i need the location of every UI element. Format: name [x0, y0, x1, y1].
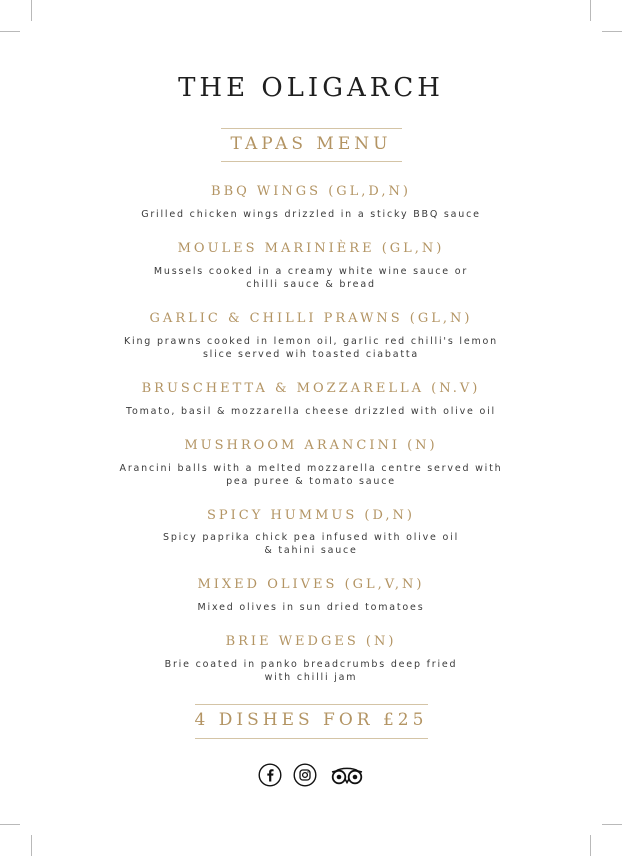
crop-mark — [590, 835, 591, 856]
dish-description: Mixed olives in sun dried tomatoes — [197, 602, 425, 613]
dish-description: Spicy paprika chick pea infused with olive oil — [162, 532, 460, 543]
dish-name: BRUSCHETTA & MOZZARELLA (N.V) — [141, 381, 481, 396]
dish-description: slice served wih toasted ciabatta — [202, 349, 420, 360]
facebook-icon[interactable] — [258, 763, 282, 787]
dish-description: & tahini sauce — [264, 545, 358, 556]
social-icons — [256, 763, 368, 789]
dish-description: Arancini balls with a melted mozzarella centre served with — [119, 463, 503, 474]
offer-top-rule — [195, 704, 428, 705]
dish-description: with chilli jam — [264, 672, 358, 683]
offer-bottom-rule — [195, 738, 428, 739]
dish-description: chilli sauce & bread — [246, 279, 376, 290]
crop-mark — [31, 835, 32, 856]
instagram-icon[interactable] — [293, 763, 317, 787]
dish-description: King prawns cooked in lemon oil, garlic red chilli's lemon — [124, 336, 498, 347]
dish-description: Mussels cooked in a creamy white wine sauce or — [153, 266, 469, 277]
dish-name: GARLIC & CHILLI PRAWNS (GL,N) — [149, 311, 473, 326]
crop-mark — [0, 31, 20, 32]
dish-name: BBQ WINGS (GL,D,N) — [211, 184, 411, 199]
crop-mark — [602, 31, 622, 32]
menu-title-bottom-rule — [221, 161, 402, 162]
crop-mark — [0, 824, 20, 825]
dish-description: Grilled chicken wings drizzled in a sticky BBQ sauce — [141, 209, 481, 220]
dish-name: BRIE WEDGES (N) — [225, 634, 397, 649]
menu-title: TAPAS MENU — [230, 134, 392, 154]
menu-title-top-rule — [221, 128, 402, 129]
restaurant-name: THE OLIGARCH — [178, 73, 444, 103]
offer-text: 4 DISHES FOR £25 — [194, 710, 428, 730]
dish-name: MOULES MARINIÈRE (GL,N) — [177, 241, 445, 256]
crop-mark — [590, 0, 591, 21]
dish-name: SPICY HUMMUS (D,N) — [207, 508, 415, 523]
dish-name: MUSHROOM ARANCINI (N) — [184, 438, 438, 453]
dish-name: MIXED OLIVES (GL,V,N) — [197, 577, 425, 592]
crop-mark — [31, 0, 32, 21]
tripadvisor-icon[interactable] — [328, 763, 366, 787]
crop-mark — [602, 824, 622, 825]
dish-description: pea puree & tomato sauce — [226, 476, 396, 487]
dish-description: Brie coated in panko breadcrumbs deep fried — [164, 659, 458, 670]
dish-description: Tomato, basil & mozzarella cheese drizzled with olive oil — [126, 406, 496, 417]
